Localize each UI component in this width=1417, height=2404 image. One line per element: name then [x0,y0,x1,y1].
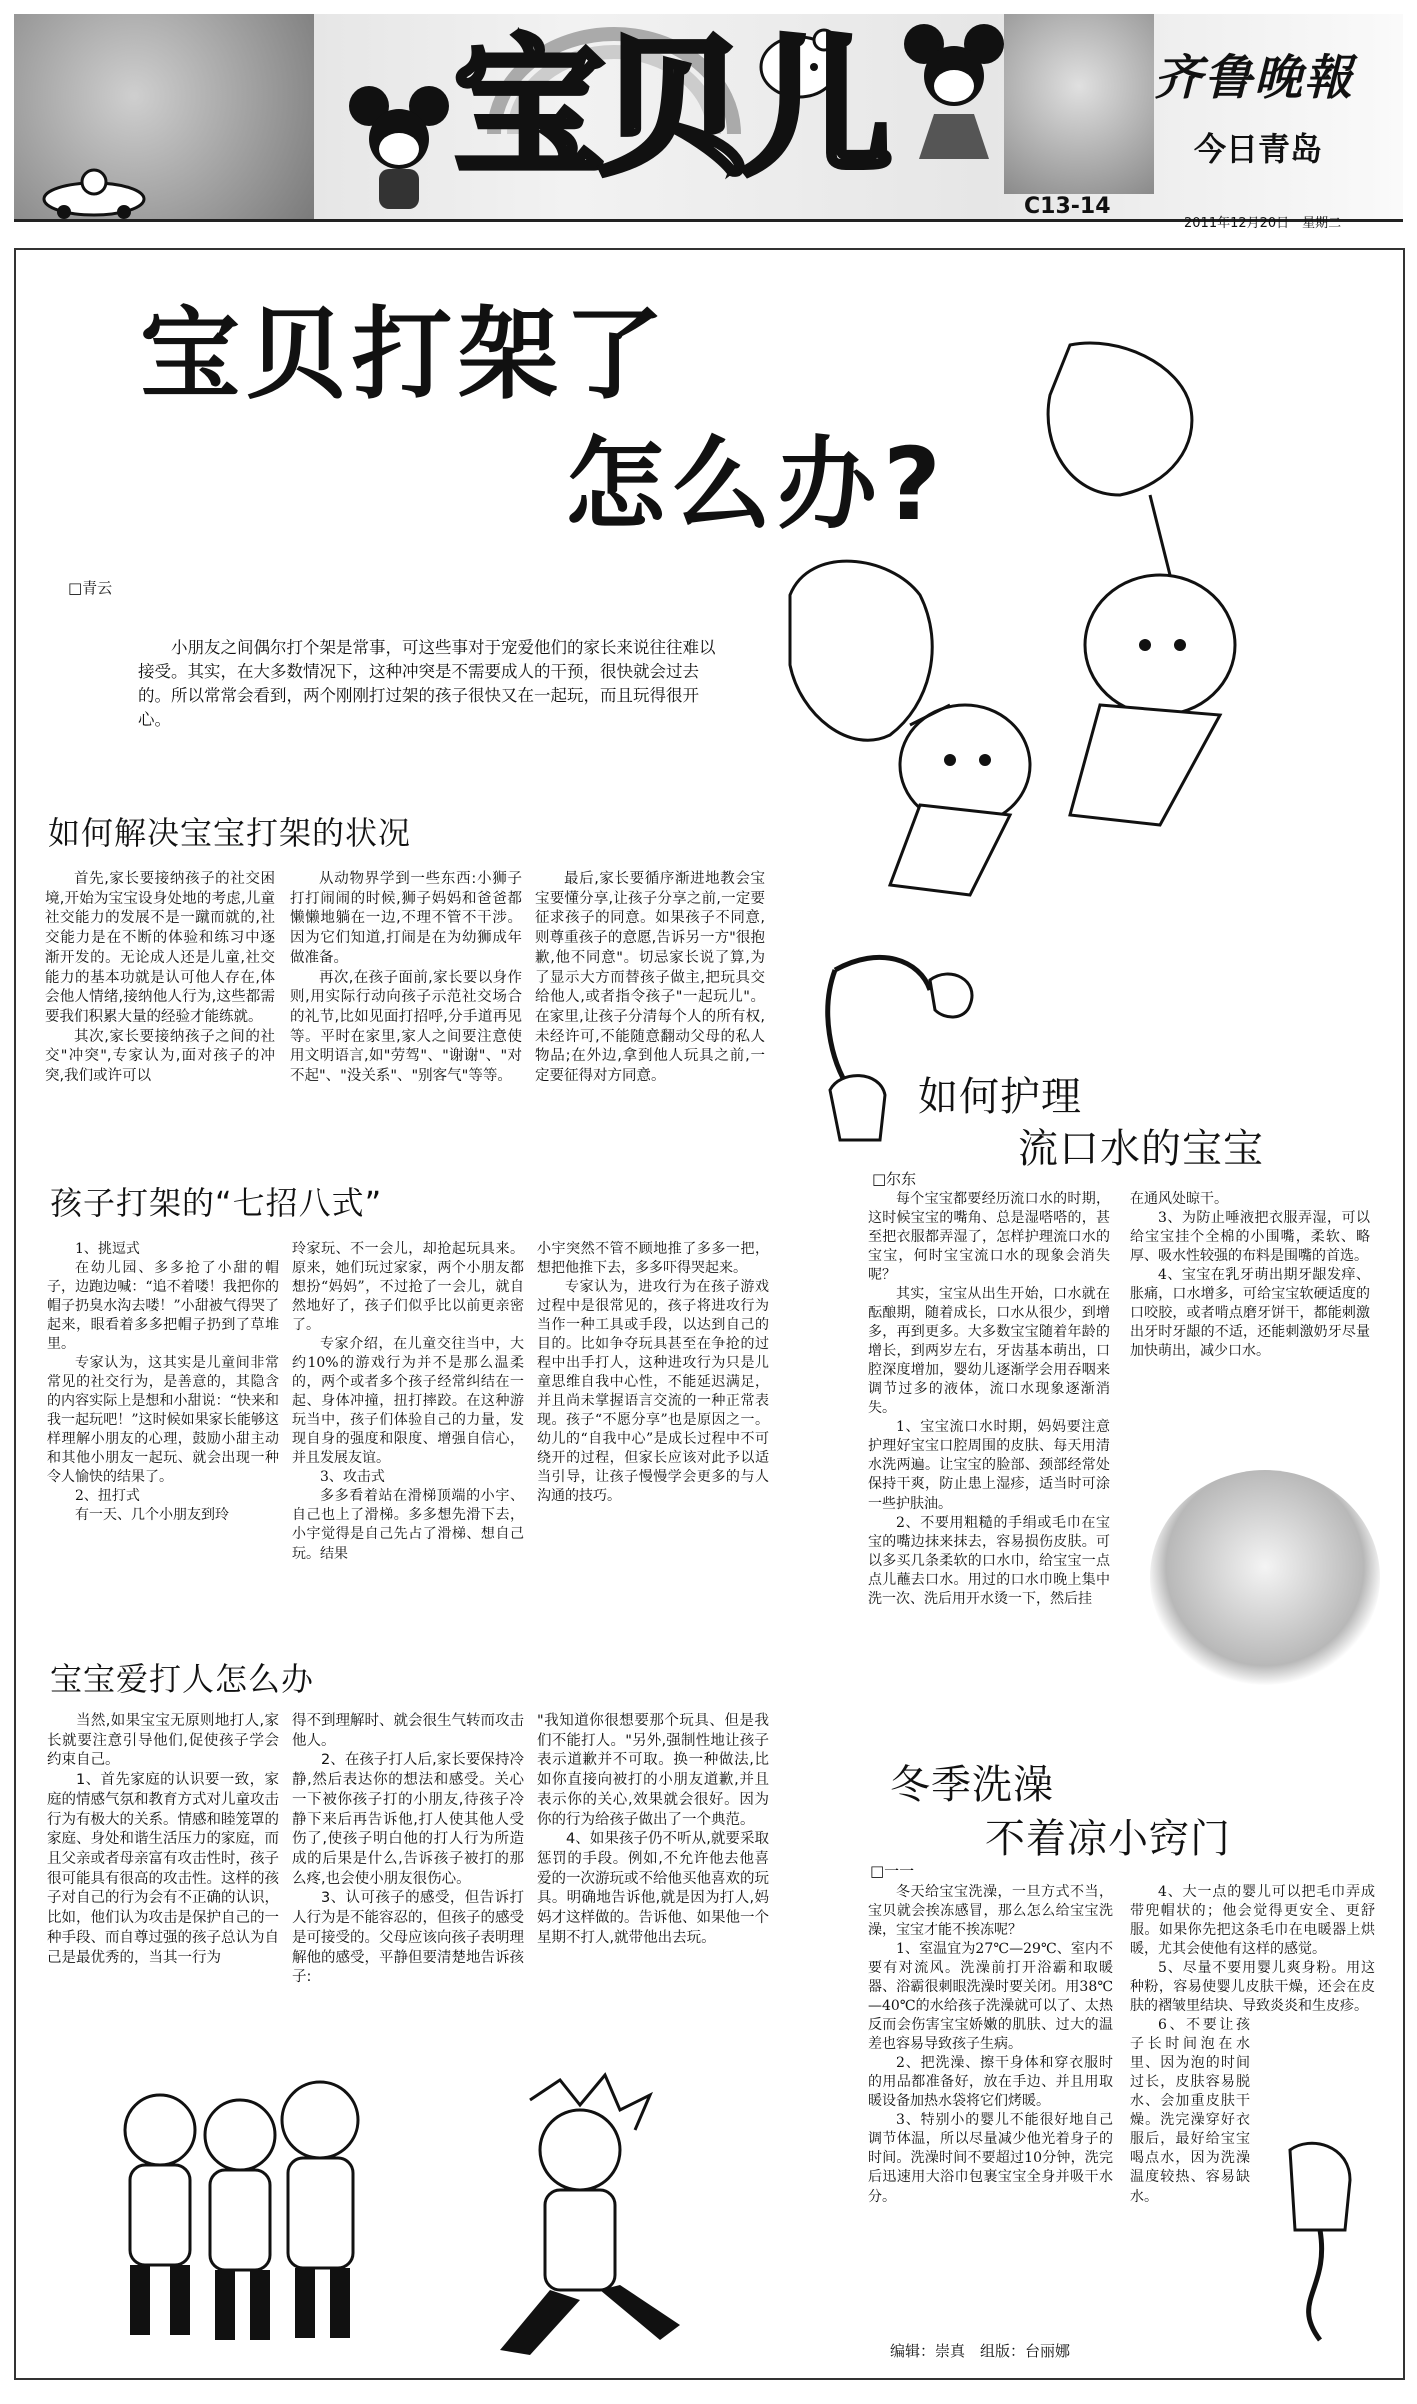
paragraph: 3、认可孩子的感受，但告诉打人行为是不能容忍的，但孩子的感受是可接受的。父母应该向孩子表明理解他的感受，平静但要清楚地告诉孩子: [292,1890,524,1986]
paragraph: 从动物界学到一些东西:小狮子打打闹闹的时候,狮子妈妈和爸爸都懒懒地躺在一边,不理不管不干涉。因为它们知道,打闹是在为幼狮成年做准备。 [290,871,522,966]
car-cartoon-icon [34,164,154,219]
section3-col2 [292,1712,524,1988]
minnie-mouse-icon [894,14,1014,164]
paragraph: 5、尽量不要用婴儿爽身粉。用这种粉，容易使婴儿皮肤干燥，还会在皮肤的褶皱里结块、导致炎炎和生皮疹。 [1130,1960,1375,2015]
paragraph: 玲家玩、不一会儿，却抢起玩具来。原来，她们玩过家家，两个小朋友都想扮“妈妈”，不过抢了一会儿，就自然地好了，孩子们似乎比以前更亲密了。 [292,1241,524,1334]
paragraph: 在幼儿园、多多抢了小甜的帽子，边跑边喊：“追不着喽！我把你的帽子扔臭水沟去喽！”小甜被气得哭了起来，眼看着多多把帽子扔到了草堆里。 [47,1260,279,1353]
section3-col1 [47,1712,279,1968]
paragraph: 4、宝宝在乳牙萌出期牙龈发痒、胀痛，口水增多，可给宝宝软硬适度的口咬胶，或者啃点磨牙饼干，都能刺激出牙时牙龈的不适，还能刺激奶牙尽量加快萌出，减少口水。 [1130,1267,1370,1360]
paragraph: 有一天、几个小朋友到玲 [75,1507,229,1524]
paragraph: 3、特别小的婴儿不能很好地自己调节体温，所以尽量减少他光着身子的时间。洗澡时间不要超过10分钟，洗完后迅速用大浴巾包裹宝宝全身并吸干水分。 [868,2112,1113,2205]
section3-col3 [537,1712,769,1949]
paragraph: 专家认为，进攻行为在孩子游戏过程中是很常见的，孩子将进攻行为当作一种工具或手段，以达到自己的目的。比如争夺玩具甚至在争抢的过程中出手打人，这种进攻行为只是儿童思维自我中心性，不能延迟满足，并且尚未掌握语言交流的一种正常表现。孩子“不愿分享”也是原因之一。幼儿的“自我中心”是成长过程中不可绕开的过程，但家长应该对此予以适当引导，让孩子慢慢学会更多的与人沟通的技巧。 [537,1279,769,1505]
section4-byline: □尔东 [872,1170,917,1188]
credits: 编辑：崇真 组版：台丽娜 [890,2342,1071,2360]
paragraph: 每个宝宝都要经历流口水的时期，这时候宝宝的嘴角、总是湿嗒嗒的，甚至把衣服都弄湿了，怎样护理流口水的宝宝，何时宝宝流口水的现象会消失呢？ [868,1191,1110,1284]
section4-col1 [868,1190,1110,1609]
paragraph: 最后,家长要循序渐进地教会宝宝要懂分享,让孩子分享之前,一定要征求孩子的同意。如果孩子不同意,则尊重孩子的意愿,告诉另一方"很抱歉,他不同意"。切忌家长说了算,为了显示大方而替孩子做主,把玩具交给他人,或者指令孩子"一起玩儿"。在家里,让孩子分清每个人的所有权,未经许可,不能随意翻动父母的私人物品;在外边,拿到他人玩具之前,一定要征得对方同意。 [535,871,765,1085]
main-byline: □青云 [68,579,113,597]
paragraph: 其实，宝宝从出生开始，口水就在酝酿期，随着成长，口水从很少，到增多，再到更多。大多数宝宝随着年龄的增长，到两岁左右，牙齿基本萌出，口腔深度增加，婴幼儿逐渐学会用吞咽来调节过多的液体，流口水现象逐渐消失。 [868,1286,1110,1417]
paragraph: 2、把洗澡、擦干身体和穿衣服时的用品都准备好，放在手边、并且用取暖设备加热水袋将它们烤暖。 [868,2055,1113,2110]
paragraph: 当然,如果宝宝无原则地打人,家长就要注意引导他们,促使孩子学会约束自己。 [47,1713,279,1769]
paragraph: 多多看着站在滑梯顶端的小宇、自己也上了滑梯。多多想先滑下去，小宇觉得是自己先占了滑梯、想自己玩。结果 [292,1488,524,1562]
paragraph: 专家认为，这其实是儿童间非常常见的社交行为，是善意的，其隐含的内容实际上是想和小甜说：“快来和我一起玩吧！”这时候如果家长能够这样理解小朋友的心理，鼓励小甜主动和其他小朋友一起玩、就会出现一种令人愉快的结果了。 [47,1355,279,1486]
section3-title: 宝宝爱打人怎么办 [50,1660,315,1698]
paragraph: 首先,家长要接纳孩子的社交困境,开始为宝宝设身处地的考虑,儿童社交能力的发展不是一蹴而就的,社交能力是在不断的体验和练习中逐渐开发的。无论成人还是儿童,社交能力的基本功就是认可他人存在,体会他人情绪,接纳他人行为,这些都需要我们积累大量的经验才能练就。 [45,871,275,1026]
section4-col2 [1130,1190,1370,1361]
page-code: C13-14 [1024,194,1111,219]
section2-col3 [537,1240,769,1506]
section4-title-line1: 如何护理 [918,1074,1082,1120]
section2-col2 [292,1240,524,1564]
paragraph: 在通风处晾干。 [1130,1191,1228,1207]
drooling-baby-photo [1150,1470,1380,1685]
section2-col1 [47,1240,279,1525]
baby-photo [1004,14,1154,194]
paragraph: 其次,家长要接纳孩子之间的社交"冲突",专家认为,面对孩子的冲突,我们或许可以 [45,1028,275,1085]
paragraph: 2、不要用粗糙的手绢或毛巾在宝宝的嘴边抹来抹去，容易损伤皮肤。可以多买几条柔软的口水巾，给宝宝一点点儿蘸去口水。用过的口水巾晚上集中洗一次、洗后用开水烫一下，然后挂 [868,1514,1110,1607]
paragraph: 4、大一点的婴儿可以把毛巾弄成带兜帽状的；他会觉得更安全、更舒服。如果你先把这条毛巾在电暖器上烘暖，尤其会使他有这样的感觉。 [1130,1884,1375,1958]
paragraph: "我知道你很想要那个玩具、但是我们不能打人。"另外,强制性地让孩子表示道歉并不可取。换一种做法,比如你直接向被打的小朋友道歉,并且表示你的关心,效果就会很好。因为你的行为给孩子做出了一个典范。 [537,1713,769,1828]
section1-title: 如何解决宝宝打架的状况 [48,814,412,852]
paragraph: 小宇突然不管不顾地推了多多一把，想把他推下去，多多吓得哭起来。 [537,1241,769,1277]
section-title: 宝贝儿 [454,22,887,196]
masthead [14,14,1403,231]
section5-title-line2: 不着凉小窍门 [985,1816,1231,1862]
lead-paragraph: 小朋友之间偶尔打个架是常事，可这些事对于宠爱他们的家长来说往往难以接受。其实，在大多数情况下，这种冲突是不需要成人的干预，很快就会过去的。所以常常会看到，两个刚刚打过架的孩子很快又在一起玩，而且玩得很开心。 [138,638,716,729]
paragraph: 6、不要让孩子长时间泡在水里、因为泡的时间过长，皮肤容易脱水、会加重皮肤干燥。洗完澡穿好衣服后，最好给宝宝喝点水，因为洗澡温度较热、容易缺水。 [1130,2017,1250,2205]
pillow-fight-cartoon [770,345,1330,905]
paper-name: 齐鲁晚報 [1154,50,1355,106]
mitten-cartoon-bottom [1270,2140,1380,2350]
headline-line2: 怎么办? [565,426,948,543]
paragraph: 得不到理解时、就会很生气转而攻击他人。 [292,1713,524,1749]
headline-line1: 宝贝打架了 [140,296,670,413]
paragraph: 3、为防止唾液把衣服弄湿，可以给宝宝挂个全棉的小围嘴，柔软、略厚、吸水性较强的布料是围嘴的首选。 [1130,1210,1370,1265]
section2-title: 孩子打架的“七招八式” [50,1184,383,1222]
paragraph: 2、在孩子打人后,家长要保持冷静,然后表达你的想法和感受。关心一下被你孩子打的小朋友,待孩子冷静下来后再告诉他,打人使其他人受伤了,使孩子明白他的打人行为所造成的后果是什么,告诉孩子被打的那么疼,也会使小朋友很伤心。 [292,1752,524,1887]
section5-byline: □一一 [870,1862,915,1880]
paragraph: 专家介绍，在儿童交往当中，大约10%的游戏行为并不是那么温柔的，两个或者多个孩子经常纠结在一起、身体冲撞，扭打摔跤。在这种游玩当中，孩子们体验自己的力量，发现自身的强度和限度、增强自信心，并且发展友谊。 [292,1336,524,1467]
section1-col2 [290,870,522,1087]
paragraph: 冬天给宝宝洗澡，一旦方式不当，宝贝就会挨冻感冒，那么怎么给宝宝洗澡，宝宝才能不挨冻呢？ [868,1884,1113,1939]
subheading: 1、挑逗式 [75,1241,140,1257]
section1-col1 [45,870,275,1087]
section4-title-line2: 流口水的宝宝 [1018,1126,1264,1172]
section1-col3 [535,870,765,1087]
mickey-mouse-icon [344,84,454,214]
paragraph: 1、宝宝流口水时期，妈妈要注意护理好宝宝口腔周围的皮肤、每天用清水洗两遍。让宝宝的脸部、颈部经常处保持干爽，防止患上湿疹，适当时可涂一些护肤油。 [868,1419,1110,1512]
section5-col1 [868,1883,1113,2207]
paragraph: 1、室温宜为27℃—29℃、室内不要有对流风。洗澡前打开浴霸和取暖器、浴霸很刺眼洗澡时要关闭。用38℃—40℃的水给孩子洗澡就可以了、太热反而会伤害宝宝娇嫩的肌肤、过大的温差也容易导致孩子生病。 [868,1941,1113,2053]
paragraph: 1、首先家庭的认识要一致，家庭的情感气氛和教育方式对儿童攻击行为有极大的关系。情感和睦笼罩的家庭、身处和谐生活压力的家庭，而且父亲或者母亲富有攻击性时，孩子很可能具有很高的攻击性。这样的孩子对自己的行为会有不正确的认识，比如，他们认为攻击是保护自己的一种手段、而自尊过强的孩子总认为自己是最优秀的，当其一行为 [47,1772,279,1966]
edition-city: 今日青岛 [1194,130,1323,168]
subheading: 3、攻击式 [320,1469,385,1486]
issue-date: 2011年12月20日 星期二 [1184,216,1342,231]
section5-title-line1: 冬季洗澡 [890,1762,1054,1808]
paragraph: 4、如果孩子仍不听从,就要采取惩罚的手段。例如,不允许他去他喜爱的一次游玩或不给他买他喜欢的玩具。明确地告诉他,就是因为打人,妈妈才这样做的。告诉他、如果他一个星期不打人,就带他出去玩。 [537,1831,769,1946]
kids-fighting-cartoon [60,2060,760,2360]
paragraph: 再次,在孩子面前,家长要以身作则,用实际行动向孩子示范社交场合的礼节,比如见面打招呼,分手道再见等。平时在家里,家人之间要注意使用文明语言,如"劳驾"、"谢谢"、"对不起"、"没关系"、"别客气"等等。 [290,969,522,1085]
subheading: 2、扭打式 [75,1488,140,1505]
